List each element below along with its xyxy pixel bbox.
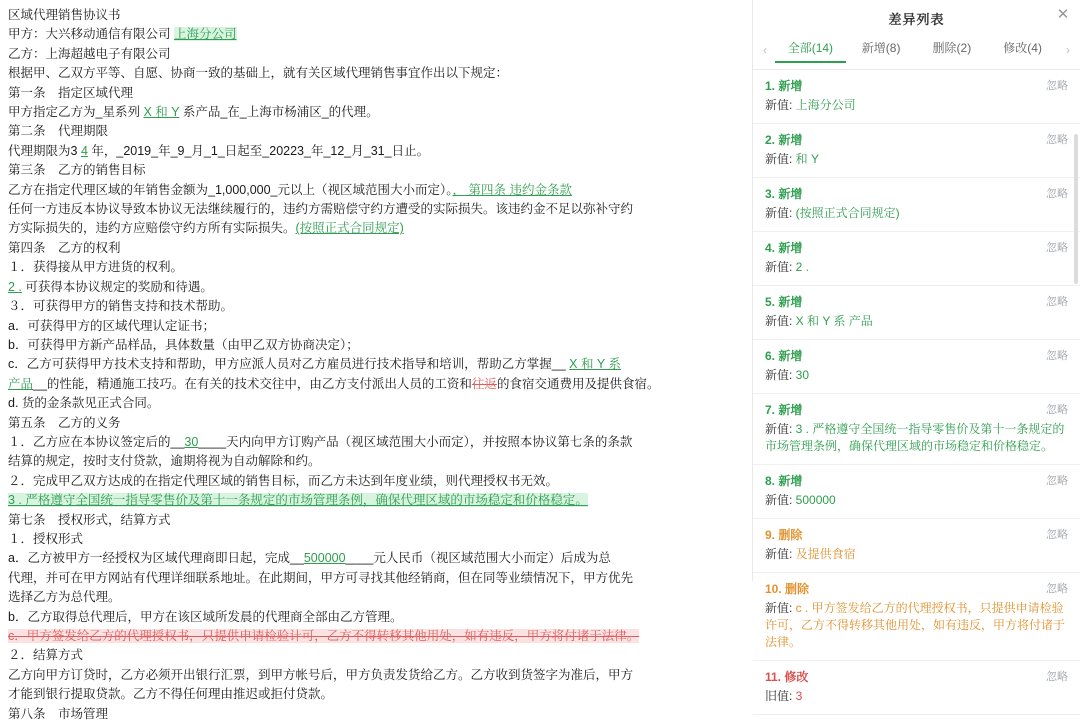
text-segment: 乙方向甲方订贷时，乙方必须开出银行汇票，到甲方帐号后，甲方负责发货给乙方。乙方收到货签字为准后，甲方 <box>8 667 634 682</box>
diff-item[interactable] <box>753 661 1080 715</box>
document-line <box>8 64 742 83</box>
document-line <box>8 491 742 510</box>
tab-2[interactable]: 删除(2) <box>932 41 972 55</box>
document-line <box>8 161 742 180</box>
diff-item-body <box>765 151 1066 168</box>
tab-0[interactable]: 全部(14) <box>775 36 846 63</box>
text-segment: 第五条 乙方的义务 <box>8 415 121 430</box>
diff-item[interactable] <box>753 465 1080 519</box>
document-line <box>8 200 742 219</box>
diff-item-value: 3 . 严格遵守全国统一指导零售价及第十一条规定的市场管理条例，确保代理区域的市场稳定和价格稳定。 <box>765 422 1065 453</box>
document-line <box>8 297 742 316</box>
ignore-button[interactable]: 忽略 <box>1046 404 1068 416</box>
document-line <box>8 122 742 141</box>
diff-item-type: 新增 <box>775 474 803 488</box>
close-icon[interactable]: ✕ <box>1056 6 1070 23</box>
diff-item-value: 30 <box>795 368 810 382</box>
diff-item-value: 2 . <box>795 260 810 274</box>
diff-item-header <box>765 132 1066 149</box>
text-segment: ３．可获得甲方的销售支持和技术帮助。 <box>8 299 234 314</box>
diff-item-body <box>765 600 1066 651</box>
text-segment: ____元人民币（视区域范围大小而定）后成为总 <box>345 551 611 566</box>
diff-item-header <box>765 186 1066 203</box>
diff-item-value-label: 新值: <box>765 493 796 507</box>
diff-item-value: c . 甲方签发给乙方的代理授权书，只提供申请检验许可，乙方不得转移其他用处，如有违反，甲方将付诸于法律。 <box>765 601 1066 649</box>
document-line <box>8 317 742 336</box>
chevron-left-icon[interactable]: ‹ <box>763 42 767 57</box>
diff-item-index: 7. <box>765 403 776 417</box>
diff-item-index: 10. <box>765 582 782 596</box>
text-segment: 第二条 代理期限 <box>8 124 109 139</box>
diff-item-type: 新增 <box>775 79 803 93</box>
diff-item-type: 新增 <box>775 403 803 417</box>
text-segment: 方实际损失的，违约方应赔偿守约方所有实际损失。 <box>8 221 296 236</box>
document-line <box>8 530 742 549</box>
diff-segment-ins: 第四条 违约金条款 <box>465 182 572 197</box>
document-line <box>8 45 742 64</box>
text-segment: __的性能，精通施工技巧。在有关的技术交往中，由乙方支付派出人员的工资和 <box>33 376 472 391</box>
diff-item-value-label: 新值: <box>765 547 796 561</box>
diff-segment-ins: X 和 Y 系 <box>569 357 622 372</box>
tab-1[interactable]: 新增(8) <box>861 41 901 55</box>
document-line <box>8 666 742 685</box>
text-segment: 的食宿交通费用及提供食宿。 <box>496 376 660 391</box>
diff-item[interactable] <box>753 340 1080 394</box>
diff-item-value: X 和 Y 系 产品 <box>795 314 873 328</box>
text-segment: 乙方在指定代理区域的年销售金额为_1,000,000_元以上（视区域范围大小而定）。 <box>8 182 453 197</box>
diff-item-index: 1. <box>765 79 776 93</box>
diff-item[interactable] <box>753 124 1080 178</box>
diff-item-body <box>765 421 1066 455</box>
diff-item-type: 修改 <box>781 670 809 684</box>
document-line <box>8 549 742 568</box>
text-segment: ２．完成甲乙双方达成的在指定代理区域的销售目标，而乙方未达到年度业绩，则代理授权书无效。 <box>8 473 559 488</box>
text-segment: １．乙方应在本协议签定后的__ <box>8 434 185 449</box>
document-line <box>8 433 742 452</box>
diff-item-type: 新增 <box>775 187 803 201</box>
diff-item-value-label: 新值: <box>765 260 796 274</box>
text-segment: 代理，并可在甲方网站有代理详细联系地址。在此期间，甲方可寻找其他经销商，但在同等业绩情况下，甲方优先 <box>8 570 634 585</box>
diff-item-body <box>765 313 1066 330</box>
ignore-button[interactable]: 忽略 <box>1046 529 1068 541</box>
document-line <box>8 142 742 161</box>
diff-segment-ins: 30 <box>184 434 199 449</box>
document-line <box>8 394 742 413</box>
text-segment: 第八条 市场管理 <box>8 706 109 721</box>
diff-segment-ins: X 和 Y <box>143 105 180 120</box>
text-segment: b．乙方取得总代理后，甲方在该区域所发晨的代理商全部由乙方管理。 <box>8 609 403 624</box>
ignore-button[interactable]: 忽略 <box>1046 188 1068 200</box>
diff-item-body <box>765 688 1066 705</box>
text-segment: 选择乙方为总代理。 <box>8 590 121 605</box>
document-line <box>8 258 742 277</box>
diff-item-value: 500000 <box>795 493 836 507</box>
panel-scrollbar-thumb[interactable] <box>1074 134 1078 284</box>
text-segment: 系产品_在_上海市杨浦区_的代理。 <box>179 105 379 120</box>
diff-item-type: 新增 <box>775 133 803 147</box>
document-line <box>8 646 742 665</box>
diff-item[interactable] <box>753 573 1080 661</box>
diff-item-index: 11. <box>765 670 782 684</box>
diff-item-value-label: 旧值: <box>765 689 796 703</box>
diff-item-value-label: 新值: <box>765 98 796 112</box>
tab-3[interactable]: 修改(4) <box>1003 41 1042 55</box>
document-line <box>8 103 742 122</box>
diff-item-header <box>765 348 1066 365</box>
diff-segment-ins: ， <box>452 182 466 197</box>
diff-item-value-label: 新值: <box>765 422 796 436</box>
diff-item-index: 8. <box>765 474 776 488</box>
diff-item-body <box>765 367 1066 384</box>
diff-item-body <box>765 205 1066 222</box>
diff-segment-ins-hl: 上海分公司 <box>173 27 237 42</box>
text-segment: 年，_2019_年_9_月_1_日起至_20223_年_12_月_31_日止。 <box>87 143 430 158</box>
text-segment: b．可获得甲方新产品样品，具体数量（由甲乙双方协商决定）； <box>8 337 359 352</box>
diff-segment-del: c．甲方签发给乙方的代理授权书，只提供申请检验计可，乙方不得转移其他用处，如有违反，甲方将付诸于法律。 <box>8 629 640 643</box>
document-line <box>8 219 742 238</box>
document-body <box>8 25 742 724</box>
diff-item-header <box>765 240 1066 257</box>
diff-item-body <box>765 97 1066 114</box>
ignore-button[interactable]: 忽略 <box>1046 475 1068 487</box>
diff-item-value-label: 新值: <box>765 368 796 382</box>
text-segment: 任何一方违反本协议导致本协议无法继续履行的，违约方需赔偿守约方遭受的实际损失。该违约金不足以弥补守约 <box>8 202 634 217</box>
diff-item-value-label: 新值: <box>765 206 796 220</box>
diff-item[interactable] <box>753 286 1080 340</box>
diff-item-type: 删除 <box>775 528 803 542</box>
document-line <box>8 511 742 530</box>
diff-segment-mark-green: 3 . 严格遵守全国统一指导零售价及第十一条规定的市场管理条例，确保代理区域的市场稳定和价格稳定。 <box>8 493 588 508</box>
diff-item[interactable] <box>753 519 1080 573</box>
diff-item-index: 3. <box>765 187 776 201</box>
ignore-button[interactable]: 忽略 <box>1046 583 1068 595</box>
text-segment: ____天内向甲方订购产品（视区域范围大小而定），并按照本协议第七条的条款 <box>198 434 633 449</box>
diff-panel <box>752 0 1080 703</box>
diff-item-type: 删除 <box>781 582 810 596</box>
diff-item-value: 和 Y <box>795 152 820 166</box>
text-segment: 结算的规定，按时支付贷款，逾期将视为自动解除和约。 <box>8 454 321 469</box>
text-segment: a．乙方被甲方一经授权为区域代理商即日起，完成__ <box>8 551 304 566</box>
diff-item-value-label: 新值: <box>765 314 796 328</box>
text-segment: 第三条 乙方的销售目标 <box>8 163 146 178</box>
diff-item-value: (按照正式合同规定) <box>795 206 900 220</box>
text-segment: 第四条 乙方的权利 <box>8 240 121 255</box>
document-line <box>8 685 742 704</box>
text-segment: 甲方：大兴移动通信有限公司 <box>8 27 174 42</box>
diff-segment-ins: 4 <box>80 143 88 158</box>
document-line <box>8 452 742 471</box>
text-segment: 代理期限为3 <box>8 143 81 158</box>
panel-scrollbar-track[interactable] <box>1075 64 1079 564</box>
ignore-button[interactable]: 忽略 <box>1046 671 1068 683</box>
diff-item[interactable] <box>753 178 1080 232</box>
document-line <box>8 336 742 355</box>
diff-item-type: 新增 <box>775 295 803 309</box>
diff-item[interactable] <box>753 70 1080 124</box>
document-line <box>8 569 742 588</box>
diff-item-header <box>765 78 1066 95</box>
text-segment: c．乙方可获得甲方技术支持和帮助，甲方应派人员对乙方雇员进行技术指导和培训，帮助乙方掌握__ <box>8 357 570 372</box>
document-line <box>8 414 742 433</box>
diff-segment-del-plain: 往返 <box>471 376 497 391</box>
diff-segment-ins: 产品 <box>8 376 34 391</box>
chevron-right-icon[interactable]: › <box>1066 42 1070 57</box>
diff-segment-ins: 500000 <box>303 551 346 566</box>
document-line <box>8 705 742 724</box>
text-segment: 第七条 授权形式，结算方式 <box>8 512 171 527</box>
text-segment: 根据甲、乙双方平等、自愿、协商一致的基础上，就有关区域代理销售事宜作出以下规定： <box>8 66 509 81</box>
text-segment: １．授权形式 <box>8 531 84 546</box>
diff-item-value: 及提供食宿 <box>795 547 856 561</box>
diff-item-type: 新增 <box>775 241 803 255</box>
text-segment: d. 货的金条款见正式合同。 <box>8 396 160 411</box>
diff-item-header <box>765 581 1066 598</box>
document-line <box>8 355 742 374</box>
diff-item-value-label: 新值: <box>765 152 796 166</box>
diff-item-value-label: 新值: <box>765 601 796 615</box>
text-segment: １．获得接从甲方进货的权利。 <box>8 260 184 275</box>
document-line <box>8 239 742 258</box>
document-line <box>8 627 742 646</box>
diff-item-header <box>765 473 1066 490</box>
diff-item-value: 上海分公司 <box>795 98 856 112</box>
document-line <box>8 588 742 607</box>
diff-item-value: 3 <box>795 689 803 703</box>
ignore-button[interactable]: 忽略 <box>1046 134 1068 146</box>
diff-item-index: 2. <box>765 133 776 147</box>
diff-item-index: 4. <box>765 241 776 255</box>
diff-item[interactable] <box>753 232 1080 286</box>
diff-item-header <box>765 527 1066 544</box>
diff-item-index: 5. <box>765 295 776 309</box>
document-line <box>8 375 742 394</box>
document-line <box>8 181 742 200</box>
diff-item-body <box>765 259 1066 276</box>
diff-segment-ins: 2 . <box>8 279 22 294</box>
panel-title: 差异列表 <box>888 12 945 27</box>
document-line <box>8 84 742 103</box>
diff-segment-ins: (按照正式合同规定) <box>295 221 404 236</box>
diff-item-header <box>765 402 1066 419</box>
document-line <box>8 608 742 627</box>
text-segment: 第一条 指定区域代理 <box>8 85 134 100</box>
text-segment: a．可获得甲方的区域代理认定证书； <box>8 318 215 333</box>
text-segment: 乙方：上海超越电子有限公司 <box>8 46 171 61</box>
diff-tabs <box>753 36 1080 70</box>
diff-item[interactable] <box>753 394 1080 465</box>
document-line <box>8 278 742 297</box>
diff-item-header <box>765 669 1066 686</box>
ignore-button[interactable]: 忽略 <box>1046 296 1068 308</box>
diff-item-type: 新增 <box>775 349 803 363</box>
text-segment: 才能到银行提取贷款。乙方不得任何理由推迟或拒付贷款。 <box>8 687 334 702</box>
document-line <box>8 472 742 491</box>
diff-item-header <box>765 294 1066 311</box>
diff-item-index: 9. <box>765 528 776 542</box>
text-segment: 甲方指定乙方为_星系列 <box>8 105 144 120</box>
diff-item-body <box>765 492 1066 509</box>
ignore-button[interactable]: 忽略 <box>1046 80 1068 92</box>
document-line <box>8 25 742 44</box>
diff-item-body <box>765 546 1066 563</box>
text-segment: ２．结算方式 <box>8 648 84 663</box>
ignore-button[interactable]: 忽略 <box>1046 350 1068 362</box>
document-title: 区域代理销售协议书 <box>8 8 121 22</box>
ignore-button[interactable]: 忽略 <box>1046 242 1068 254</box>
diff-item-index: 6. <box>765 349 776 363</box>
text-segment: 可获得本协议规定的奖励和待遇。 <box>21 279 213 294</box>
diff-list[interactable] <box>753 70 1080 715</box>
